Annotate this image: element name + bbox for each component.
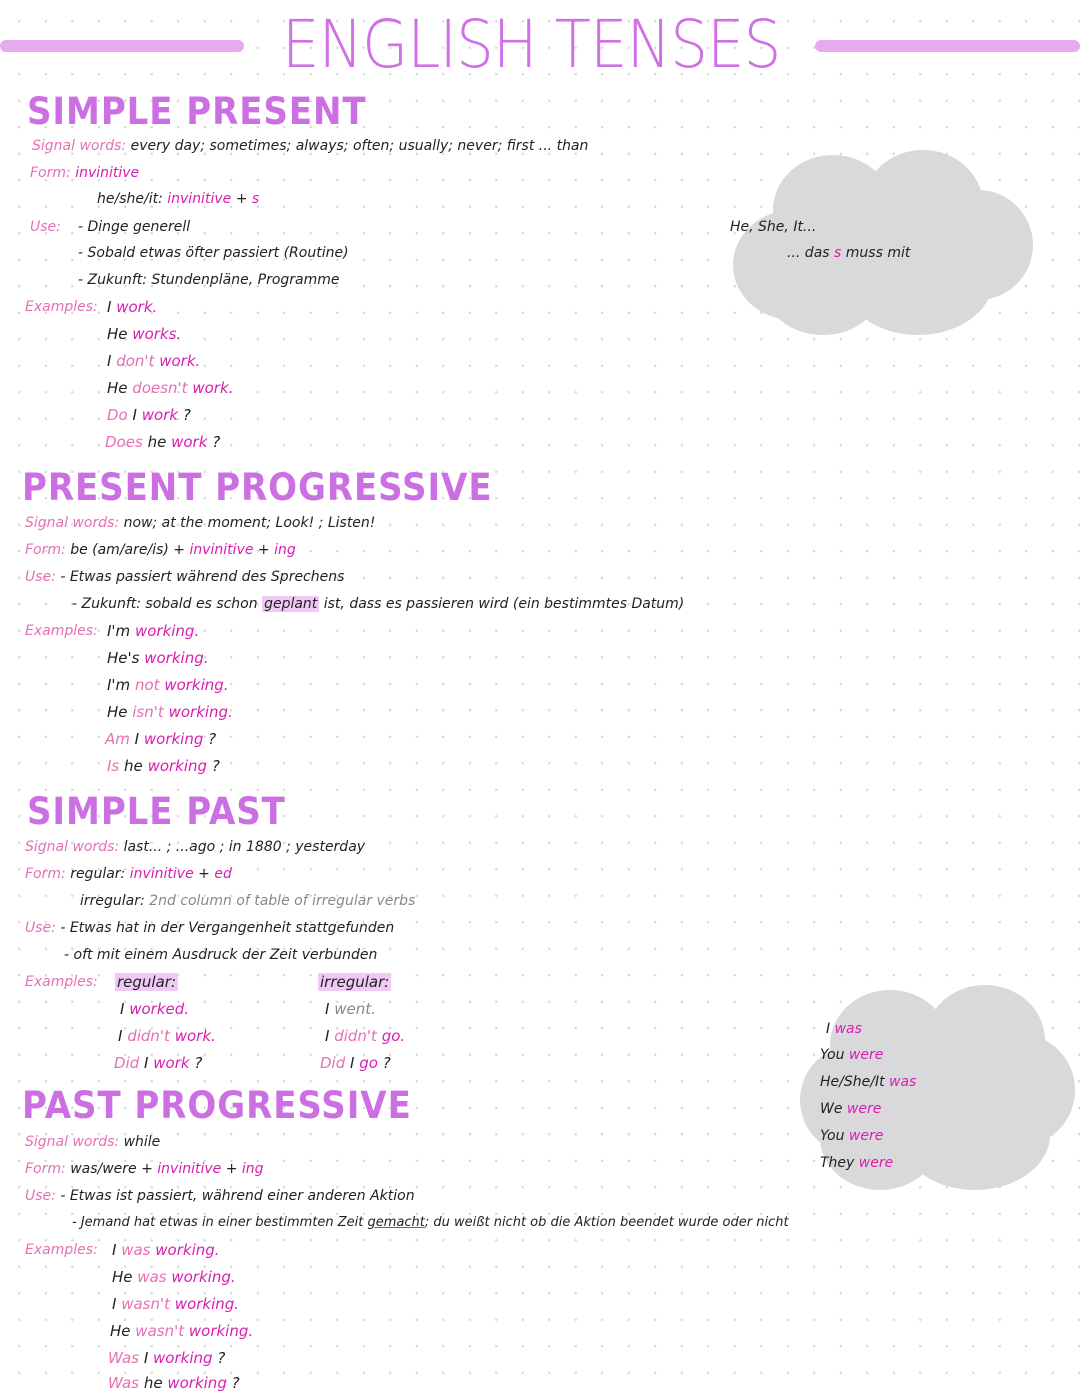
ex-verb: working. — [144, 649, 209, 667]
ex-verb: working. — [155, 1241, 220, 1259]
ex-aux: Am — [105, 730, 130, 748]
present-progressive-use — [25, 568, 344, 586]
past-progressive-form — [25, 1160, 264, 1178]
ex-subject: I — [112, 1241, 117, 1259]
ex-verb: went. — [334, 1000, 376, 1018]
ex-aux: Was — [108, 1349, 140, 1367]
cloud-2-row-2 — [820, 1046, 883, 1064]
cloud-2-row-4 — [820, 1100, 881, 1118]
simple-past-examples-label — [25, 973, 98, 991]
signal-label: Signal words: — [32, 138, 127, 154]
ex-punct: ? — [231, 1374, 240, 1392]
use-label: Use: — [25, 1188, 56, 1204]
example — [107, 757, 220, 775]
ex-verb: working — [147, 757, 208, 775]
ex-aux: Is — [107, 757, 120, 775]
form-regular-label: regular: — [70, 866, 126, 882]
example — [107, 298, 157, 316]
use-text: - Jemand hat etwas in einer bestimmten Zeit — [72, 1215, 364, 1230]
cloud-row-verb: was — [834, 1021, 862, 1037]
ex-subject: I — [118, 1027, 123, 1045]
simple-past-signal — [25, 838, 365, 856]
examples-label: Examples: — [25, 623, 98, 639]
simple-present-examples-label — [25, 298, 98, 316]
ex-verb: work — [153, 1054, 190, 1072]
use-highlight: gemacht — [367, 1215, 425, 1230]
form-plus: + — [257, 542, 270, 558]
example — [320, 1054, 391, 1072]
example — [112, 1241, 220, 1259]
ex-punct: ? — [182, 406, 191, 424]
ex-verb: work. — [174, 1027, 216, 1045]
present-progressive-signal — [25, 514, 375, 532]
cloud-1-text — [730, 218, 816, 236]
ex-verb: working. — [168, 703, 233, 721]
ex-verb: work. — [159, 352, 201, 370]
cloud-2-a: ... das — [787, 245, 830, 261]
ex-verb: work. — [192, 379, 234, 397]
simple-present-use-1: - Dinge generell — [78, 219, 191, 235]
ex-aux: Was — [108, 1374, 140, 1392]
simple-present-signal — [32, 137, 588, 155]
ex-aux: didn't — [334, 1027, 377, 1045]
ex-aux: wasn't — [135, 1322, 185, 1340]
form-suffix: ing — [274, 542, 296, 558]
cloud-2-row-1 — [826, 1020, 862, 1038]
form-label: Form: — [25, 1161, 66, 1177]
examples-label: Examples: — [25, 1242, 98, 1258]
cloud-row-subject: You — [820, 1128, 845, 1144]
ex-subject: he — [143, 1374, 163, 1392]
example — [107, 649, 209, 667]
ex-verb: working — [167, 1374, 227, 1392]
past-progressive-heading: PAST PROGRESSIVE — [22, 1084, 412, 1127]
ex-subject: He — [112, 1268, 133, 1286]
past-progressive-examples-label — [25, 1241, 98, 1259]
cloud-1-text-2 — [787, 244, 910, 262]
ex-subject: I — [134, 730, 140, 748]
present-progressive-examples-label — [25, 622, 98, 640]
ex-punct: ? — [211, 757, 220, 775]
cloud-row-subject: I — [826, 1021, 831, 1037]
ex-verb: work — [141, 406, 179, 424]
ex-aux: wasn't — [121, 1295, 171, 1313]
cloud-2-c: muss mit — [845, 245, 911, 261]
cloud-row-verb: were — [848, 1128, 884, 1144]
cloud-2-row-6 — [820, 1154, 893, 1172]
form-text: 2nd column of table of irregular verbs — [149, 893, 416, 909]
use-label: Use: — [25, 569, 56, 585]
use-label: Use: — [25, 920, 56, 936]
form-label: Form: — [25, 866, 66, 882]
example — [112, 1295, 239, 1313]
use-text: - Etwas passiert während des Sprechens — [60, 569, 345, 585]
use-text: - Zukunft: sobald es schon — [72, 596, 258, 612]
form-text: be (am/are/is) + — [70, 542, 186, 558]
ex-verb: go. — [381, 1027, 406, 1045]
cloud-2-row-5 — [820, 1127, 883, 1145]
example — [110, 1322, 253, 1340]
ex-verb: working. — [164, 676, 229, 694]
past-progressive-use — [25, 1187, 415, 1205]
form-label: Form: — [30, 165, 71, 181]
example — [325, 1000, 376, 1018]
ex-punct: ? — [208, 730, 217, 748]
ex-aux: was — [137, 1268, 167, 1286]
ex-subject: He — [107, 325, 128, 343]
ex-verb: worked. — [129, 1000, 190, 1018]
simple-past-use — [25, 919, 394, 937]
example — [325, 1027, 405, 1045]
ex-verb: work — [171, 433, 208, 451]
example — [114, 1054, 202, 1072]
cloud-row-subject: You — [820, 1047, 845, 1063]
present-progressive-use-2 — [72, 595, 684, 613]
example — [105, 433, 220, 451]
regular-heading — [115, 973, 178, 991]
signal-text: last... ; ...ago ; in 1880 ; yesterday — [123, 839, 366, 855]
signal-label: Signal words: — [25, 515, 120, 531]
ex-subject: I'm — [107, 676, 131, 694]
ex-verb: working. — [188, 1322, 254, 1340]
cloud-note-1 — [733, 150, 1033, 335]
cloud-row-subject: We — [820, 1101, 843, 1117]
ex-subject: he — [124, 757, 143, 775]
ex-subject: I — [107, 352, 112, 370]
signal-text: now; at the moment; Look! ; Listen! — [123, 515, 376, 531]
use-text: ist, dass es passieren wird (ein bestimmtes Datum) — [323, 596, 685, 612]
example — [118, 1027, 216, 1045]
simple-present-heading: SIMPLE PRESENT — [27, 90, 367, 133]
form-text: was/were + — [70, 1161, 153, 1177]
example — [107, 703, 233, 721]
ex-aux: not — [134, 676, 160, 694]
ex-subject: He — [107, 379, 128, 397]
past-progressive-use-2 — [72, 1214, 789, 1232]
example — [107, 379, 233, 397]
cloud-row-subject: They — [820, 1155, 855, 1171]
simple-present-use — [30, 218, 61, 236]
ex-subject: I — [107, 298, 112, 316]
ex-subject: He — [107, 703, 128, 721]
form-plus: + — [235, 191, 248, 207]
example — [105, 730, 216, 748]
ex-aux: don't — [116, 352, 155, 370]
example — [107, 676, 229, 694]
ex-aux: Did — [320, 1054, 346, 1072]
form-subject: he/she/it: — [97, 191, 163, 207]
ex-subject: I'm — [107, 622, 131, 640]
simple-present-form-2 — [97, 190, 259, 208]
ex-aux: Does — [105, 433, 143, 451]
cloud-2-row-3 — [820, 1073, 916, 1091]
simple-present-form — [30, 164, 139, 182]
example — [108, 1374, 240, 1392]
form-suffix: ing — [241, 1161, 264, 1177]
ex-subject: I — [144, 1054, 149, 1072]
cloud-row-verb: were — [846, 1101, 882, 1117]
past-progressive-signal — [25, 1133, 160, 1151]
ex-subject: I — [325, 1000, 330, 1018]
cloud-1-line: He, She, It... — [730, 219, 817, 235]
signal-label: Signal words: — [25, 839, 120, 855]
regular-label: regular: — [117, 973, 177, 991]
ex-subject: I — [112, 1295, 117, 1313]
ex-verb: working. — [134, 622, 200, 640]
ex-subject: I — [132, 406, 137, 424]
form-plus: + — [225, 1161, 238, 1177]
ex-subject: I — [143, 1349, 149, 1367]
cloud-2-s: s — [834, 245, 842, 261]
present-progressive-form — [25, 541, 296, 559]
form-text: invinitive — [75, 165, 140, 181]
form-plus: + — [198, 866, 210, 882]
ex-verb: working — [153, 1349, 213, 1367]
form-suffix: s — [251, 191, 260, 207]
ex-punct: ? — [212, 433, 221, 451]
ex-aux: was — [121, 1241, 151, 1259]
examples-label: Examples: — [25, 974, 98, 990]
form-text: invinitive — [129, 866, 194, 882]
example — [108, 1349, 225, 1367]
ex-punct: ? — [382, 1054, 391, 1072]
ex-verb: work. — [116, 298, 158, 316]
form-suffix: ed — [214, 866, 232, 882]
ex-verb: works. — [132, 325, 182, 343]
signal-text: while — [123, 1134, 161, 1150]
present-progressive-heading: PRESENT PROGRESSIVE — [22, 466, 493, 509]
signal-text: every day; sometimes; always; often; usually; never; first ... than — [130, 138, 589, 154]
ex-subject: He's — [107, 649, 140, 667]
example — [120, 1000, 189, 1018]
example — [107, 622, 199, 640]
ex-punct: ? — [217, 1349, 226, 1367]
irregular-heading — [318, 973, 391, 991]
ex-subject: I — [325, 1027, 330, 1045]
form-text: invinitive — [157, 1161, 222, 1177]
ex-verb: working. — [171, 1268, 236, 1286]
use-highlight: geplant — [264, 596, 318, 612]
simple-past-use-2: - oft mit einem Ausdruck der Zeit verbunden — [64, 947, 378, 963]
ex-verb: working — [143, 730, 204, 748]
ex-verb: working. — [174, 1295, 240, 1313]
simple-past-form — [25, 865, 232, 883]
signal-label: Signal words: — [25, 1134, 120, 1150]
ex-aux: isn't — [132, 703, 164, 721]
example — [107, 352, 200, 370]
ex-punct: ? — [194, 1054, 203, 1072]
form-label: Form: — [25, 542, 66, 558]
cloud-row-subject: He/She/It — [820, 1074, 885, 1090]
form-text: invinitive — [167, 191, 232, 207]
page-title: ENGLISH TENSES — [282, 6, 781, 83]
form-text: invinitive — [189, 542, 254, 558]
ex-aux: Did — [114, 1054, 140, 1072]
use-text: ; du weißt nicht ob die Aktion beendet wurde oder nicht — [424, 1215, 789, 1230]
ex-aux: doesn't — [132, 379, 188, 397]
example — [112, 1268, 236, 1286]
example — [107, 325, 181, 343]
cloud-row-verb: was — [889, 1074, 917, 1090]
examples-label: Examples: — [25, 299, 98, 315]
use-text: - Etwas ist passiert, während einer anderen Aktion — [60, 1188, 415, 1204]
use-text: - Etwas hat in der Vergangenheit stattgefunden — [60, 920, 395, 936]
ex-subject: he — [147, 433, 167, 451]
ex-aux: Do — [107, 406, 128, 424]
irregular-label: irregular: — [320, 973, 390, 991]
simple-past-form-irregular — [80, 892, 415, 910]
ex-aux: didn't — [127, 1027, 170, 1045]
title-banner-left — [0, 40, 244, 52]
title-banner-right — [815, 40, 1080, 52]
use-label: Use: — [30, 219, 61, 235]
ex-subject: I — [120, 1000, 125, 1018]
ex-verb: go — [359, 1054, 378, 1072]
cloud-row-verb: were — [858, 1155, 894, 1171]
cloud-row-verb: were — [848, 1047, 884, 1063]
example — [107, 406, 191, 424]
simple-present-use-3: - Zukunft: Stundenpläne, Programme — [78, 272, 340, 288]
ex-subject: He — [110, 1322, 131, 1340]
ex-subject: I — [350, 1054, 355, 1072]
simple-present-use-2: - Sobald etwas öfter passiert (Routine) — [78, 245, 349, 261]
simple-past-heading: SIMPLE PAST — [27, 790, 286, 833]
form-irregular-label: irregular: — [80, 893, 145, 909]
